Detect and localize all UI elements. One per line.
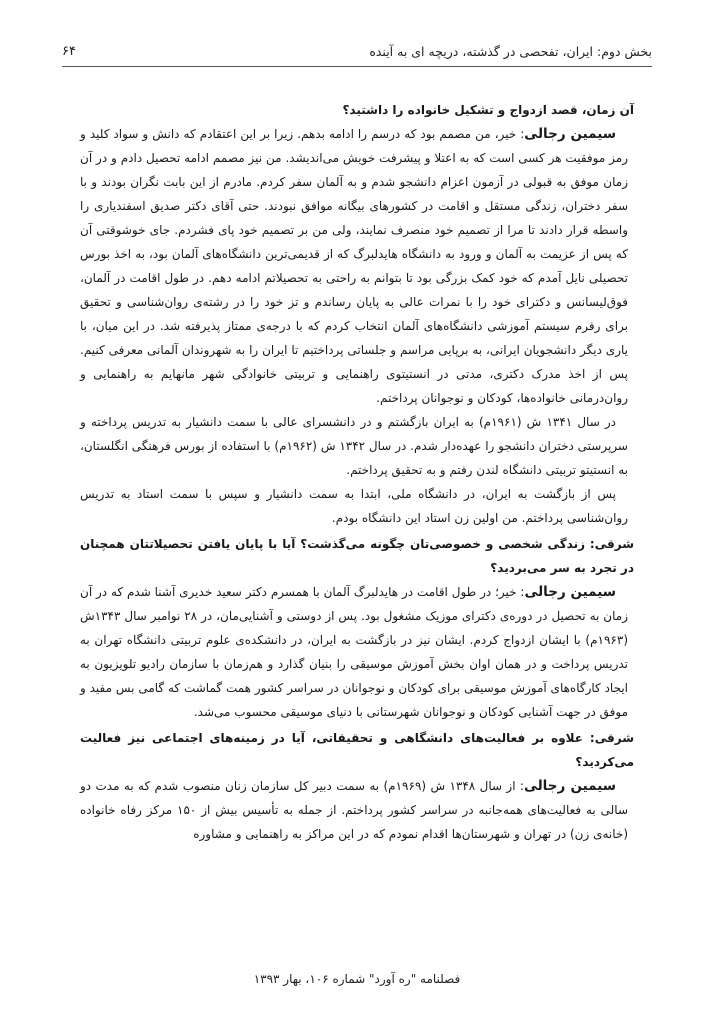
speaker-name: سیمین رجالی [523,778,616,794]
section-title: بخش دوم: ایران، تفحصی در گذشته، دریچه ای به آینده [369,43,652,59]
speaker-name: سیمین رجالی [524,584,616,600]
page-number: ۶۴ [62,43,76,59]
answer-1-paragraph-3: پس از بازگشت به ایران، در دانشگاه ملی، ابتدا به سمت دانشیار و سپس با سمت استاد به تدریس روان‌شناسی پرداختم. من اولین زن استاد این دانشگاه بودم. [80,487,628,525]
running-header [62,40,652,62]
question-3: شرقی: علاوه بر فعالیت‌های دانشگاهی و تحقیقاتی، آیا در زمینه‌های اجتماعی نیز فعالیت می‌کردید؟ [80,731,634,769]
answer-1-text: : خیر، من مصمم بود که درسم را ادامه بدهم. زیرا بر این اعتقادم که دانش و سواد کلید و رمز موفقیت هر کسی است که به اعتلا و پیشرفت خویش می‌اندیشد. من نیز مصمم ادامه تحصیل دادم و در آن زمان موفق به قبولی در آزمون اعزام دانشجو شدم و به آلمان سفر کردم. مادرم از این بابت نگران بودند و با سفر دختران، زندگی مستقل و اقامت در کشورهای بیگانه موافق نبودند. حتی آقای دکتر صدیق اسفندیاری را واسطه قرار دادند تا مرا از تصمیم خود منصرف نمایند، ولی من بر تصمیم خود پای فشردم. جای خوشوقتی آن که پس از عزیمت به آلمان و ورود به دانشگاه هایدلبرگ که از قدیمی‌ترین دانشگاه‌های آلمان بود، به اخذ بورس تحصیلی نایل آمدم که خود کمک بزرگی بود تا بتوانم به راحتی به تحصیلاتم ادامه دهم. در طول اقامت در آلمان، فوق‌لیسانس و دکترای خود را با نمرات عالی به پایان رساندم و تز خود را در رشته‌ی روان‌شناسی و تحقیق برای رفرم سیستم آموزشی دانشگاه‌های آلمان انتخاب کردم که با درجه‌ی ممتاز پذیرفته شد. در این میان، با یاری دیگر دانشجویان ایرانی، به برپایی مراسم و جلساتی پرداختیم تا ایران را به شهروندان آلمانی معرفی کنیم. پس از اخذ مدرک دکتری، مدتی در انستیتوی راهنمایی و تربیتی خانوادگی شهر مانهایم به راهنمایی و روان‌درمانی خانواده‌ها، کودکان و نوجوانان پرداختم. [80,127,628,405]
answer-2-text: : خیر؛ در طول اقامت در هایدلبرگ آلمان با همسرم دکتر سعید خدیری آشنا شدم که در آن زمان به تحصیل در دوره‌ی دکترای موزیک مشغول بود. پس از دوستی و آشنایی‌مان، در ۲۸ نوامبر سال ۱۳۴۳ش (۱۹۶۳م) با ایشان ازدواج کردم. ایشان نیز در بازگشت به ایران، در دانشکده‌ی علوم تربیتی دانشگاه تهران به تدریس پرداخت و در همان اوان بخش آموزش موسیقی را بنیان گذارد و هم‌زمان با سازمان رادیو تلویزیون به ایجاد کارگاه‌های آموزش موسیقی برای کودکان و نوجوانان در سراسر کشور همت گماشت که گامی بس مفید و موفق در جهت آشنایی کودکان و نوجوانان شهرستانی با دنیای موسیقی محسوب می‌شد. [80,585,628,719]
speaker-name: سیمین رجالی [524,126,616,142]
question-2: شرقی: زندگی شخصی و خصوصی‌تان چگونه می‌گذشت؟ آیا با پایان یافتن تحصیلاتتان همچنان در تجرد به سر می‌بردید؟ [80,537,634,575]
answer-3-paragraph-1 [80,774,628,846]
journal-footer: فصلنامه "ره آورد" شماره ۱۰۶، بهار ۱۳۹۳ [253,972,461,986]
header-rule [62,66,652,67]
article-body [80,98,634,918]
answer-1-paragraph-2: در سال ۱۳۴۱ ش (۱۹۶۱م) به ایران بازگشتم و در دانشسرای عالی با سمت دانشیار به تدریس پرداخته و سرپرستی دختران دانشجو را عهده‌دار شدم. در سال ۱۳۴۲ ش (۱۹۶۲م) با استفاده از بورس فرهنگی انگلستان، به انستیتو تربیتی دانشگاه لندن رفتم و به تحقیق پرداختم. [80,415,628,477]
answer-3-text: : از سال ۱۳۴۸ ش (۱۹۶۹م) به سمت دبیر کل سازمان زنان منصوب شدم که به مدت دو سالی به فعالیت‌های همه‌جانبه در سراسر کشور پرداختم. از جمله به تأسیس بیش از ۱۵۰ مرکز رفاه خانواده (خانه‌ی زن) در تهران و شهرستان‌ها اقدام نمودم که در این مراکز به راهنمایی و مشاوره [80,779,628,841]
answer-1-paragraph-1 [80,122,628,410]
answer-2-paragraph-1 [80,580,628,724]
question-1: آن زمان، قصد ازدواج و تشکیل خانواده را داشتید؟ [342,103,634,117]
